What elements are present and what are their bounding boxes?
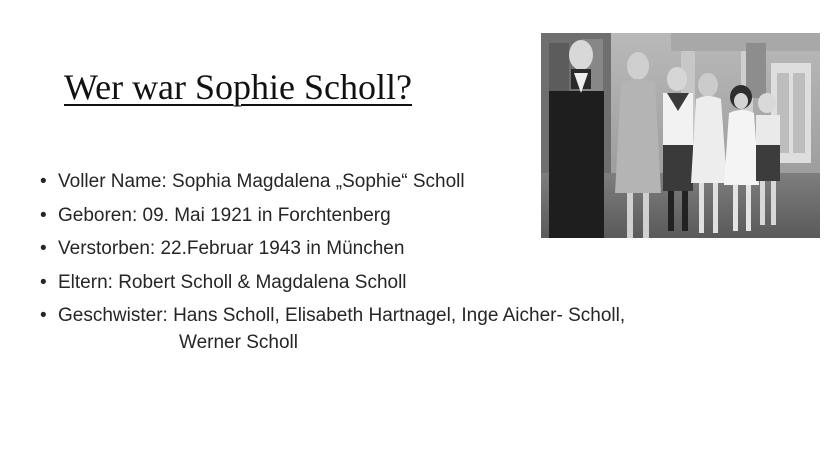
bullet-text: Geboren: 09. Mai 1921 in Forchtenberg: [58, 204, 391, 226]
bullet-parents: [40, 269, 740, 296]
bullet-died: [40, 235, 740, 262]
bullet-text: Eltern: Robert Scholl & Magdalena Scholl: [58, 271, 407, 293]
bullet-continuation: Werner Scholl: [179, 332, 298, 353]
slide-title: Wer war Sophie Scholl?: [64, 67, 413, 107]
bullet-siblings: [40, 302, 740, 356]
bullet-text: Geschwister: Hans Scholl, Elisabeth Hartnagel, Inge Aicher- Scholl,: [58, 305, 626, 326]
family-photo: [541, 33, 820, 238]
family-photo-image: [541, 33, 820, 238]
bullet-text: Verstorben: 22.Februar 1943 in München: [58, 238, 405, 259]
bullet-text: Voller Name: Sophia Magdalena „Sophie“ Scholl: [58, 171, 465, 192]
